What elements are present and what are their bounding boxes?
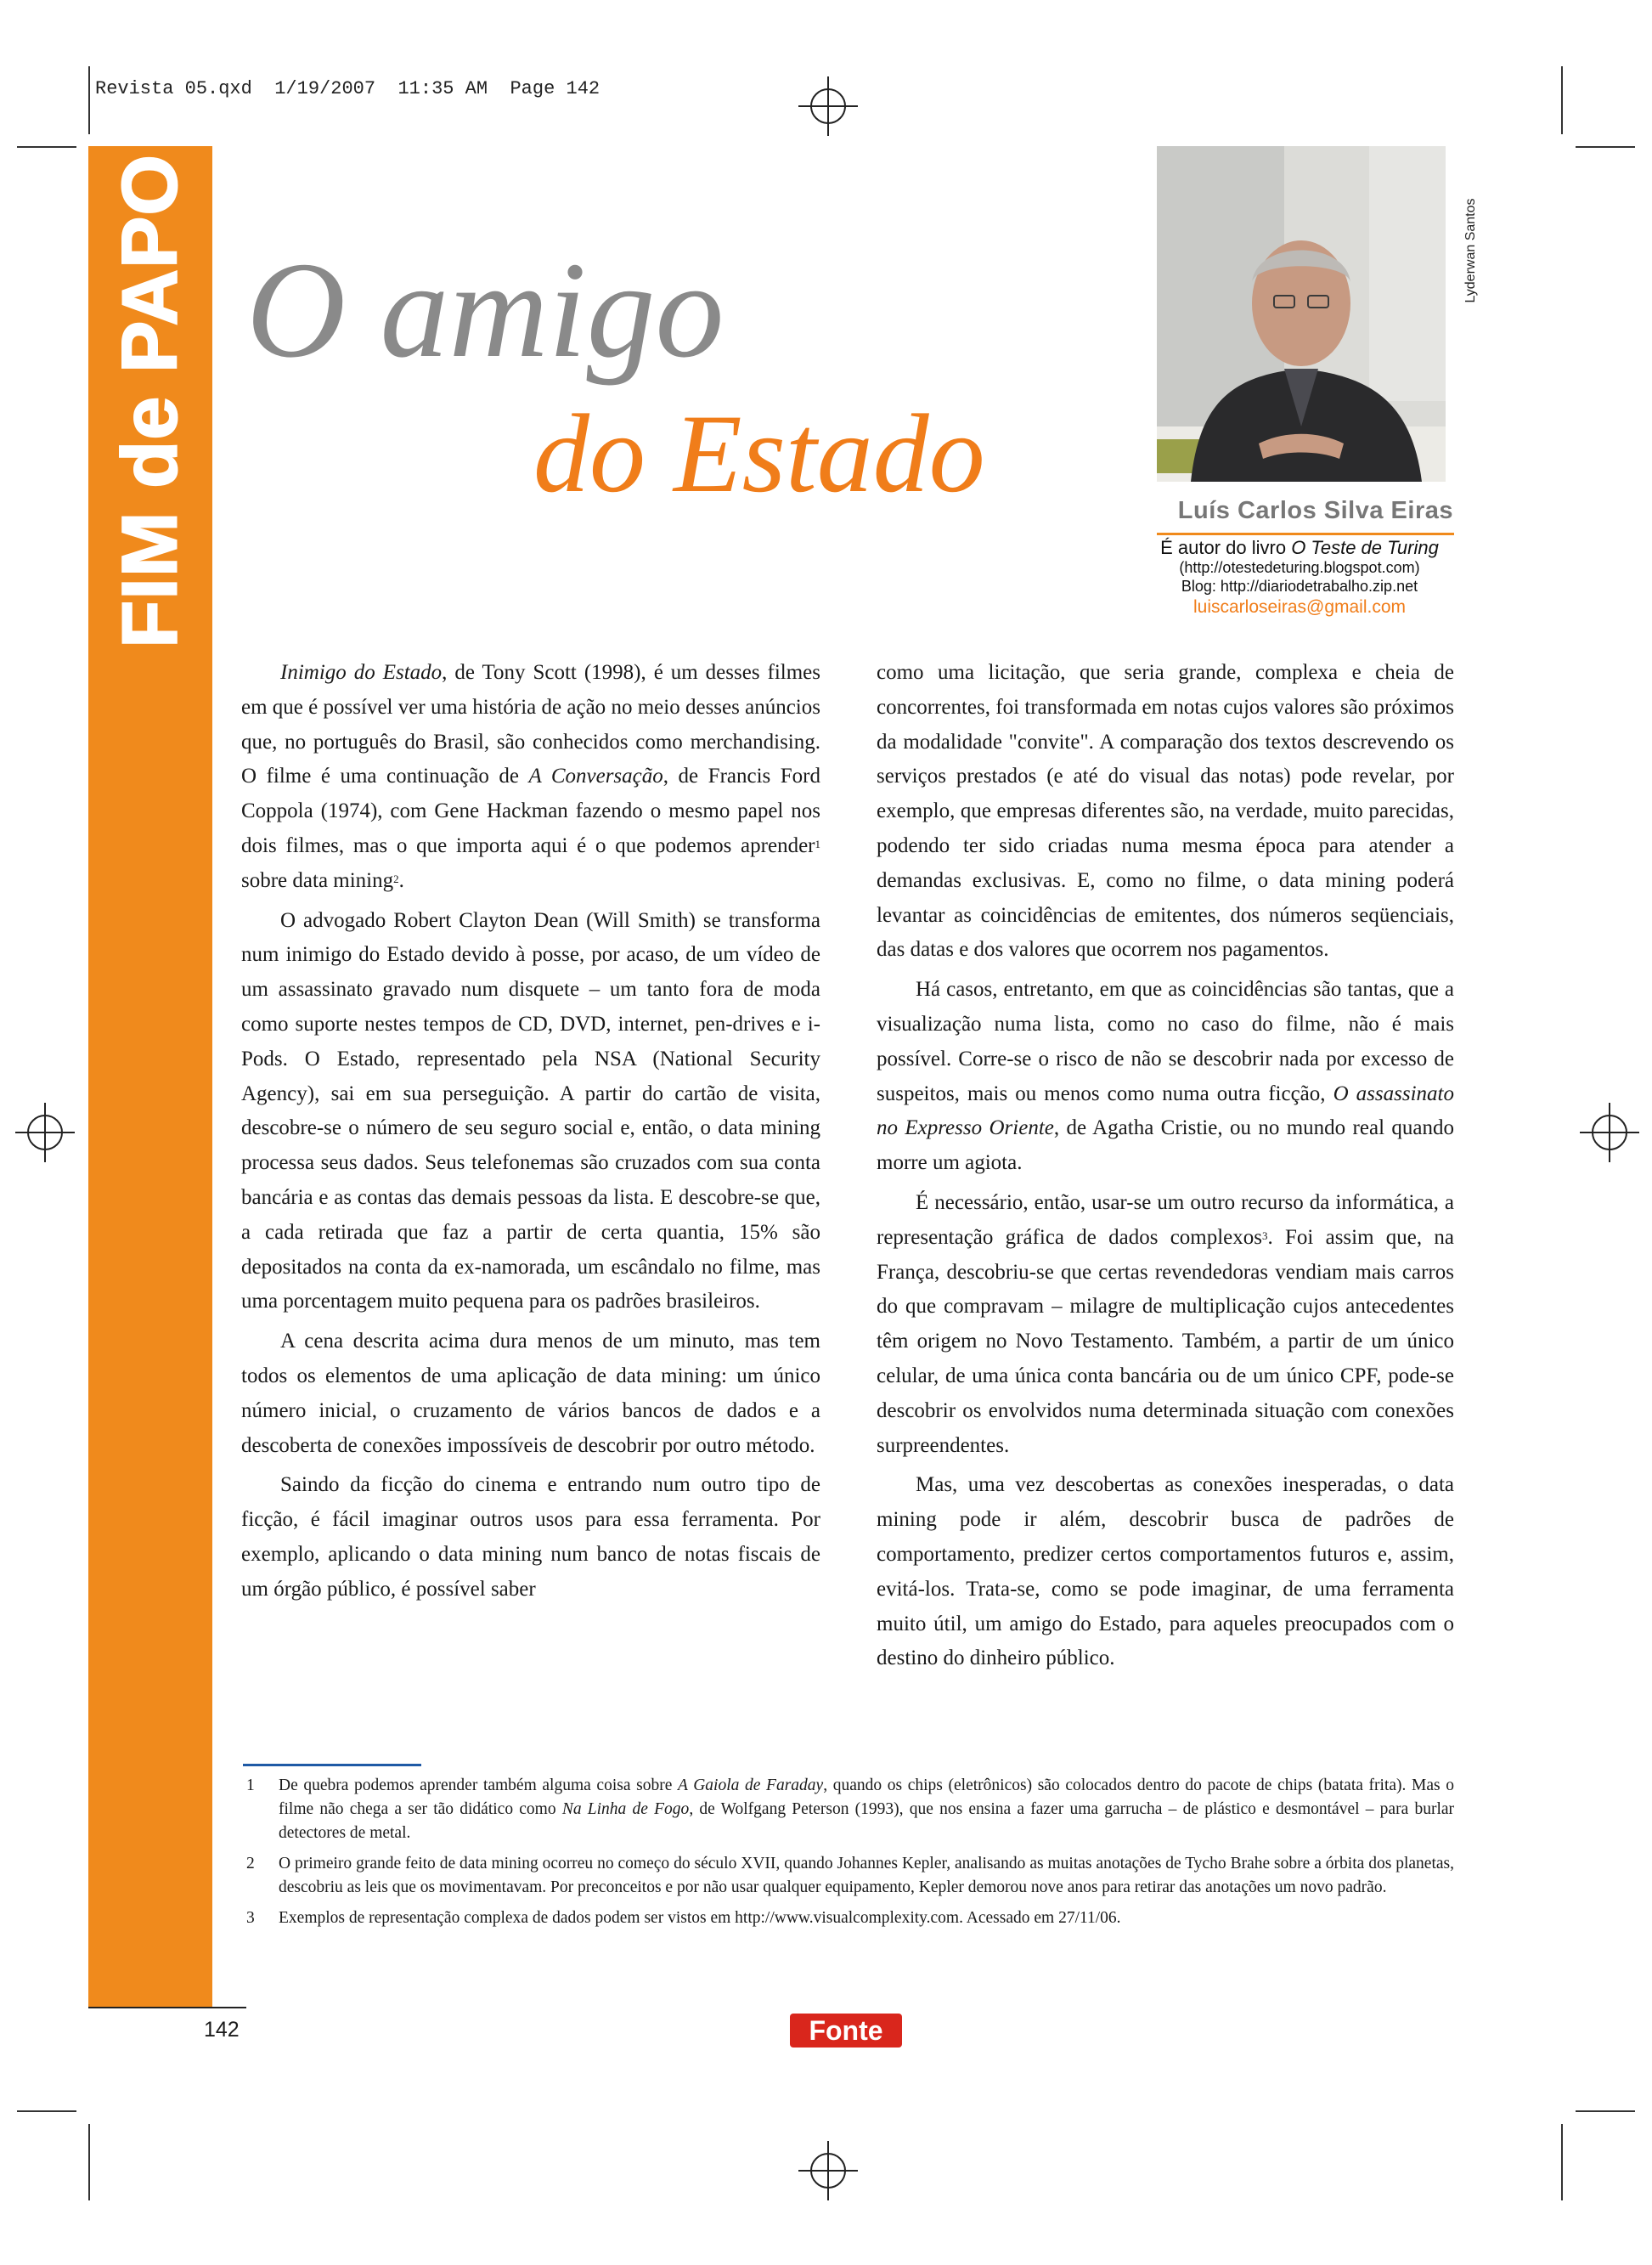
photo-credit-text: Lyderwan Santos — [1463, 198, 1478, 303]
footnote-text: , quando os chips (eletrônicos) são colocados dentro do pacote de chips (batata frita). Mas o filme não chega a ser tão didático como — [279, 1776, 1454, 1818]
crop-mark — [1576, 2110, 1635, 2112]
footnote-text: , de Wolfgang Peterson (1993), que nos ensina a fazer uma garrucha – de plástico e desmontável – para burlar detectores de metal. — [279, 1800, 1455, 1842]
section-label — [88, 146, 212, 656]
crop-mark — [1561, 2124, 1563, 2200]
registration-mark-icon — [1580, 1103, 1639, 1162]
paragraph-text: , de Francis Ford Coppola (1974), com Gene Hackman fazendo o mesmo papel nos dois filmes, mas o que importa aqui é o que podemos aprender — [241, 765, 821, 857]
paragraph: Saindo da ficção do cinema e entrando num outro tipo de ficção, é fácil imaginar outros usos para essa ferramenta. Por exemplo, aplicando o data mining num banco de notas fiscais de um órgão público, é possível saber — [241, 1473, 820, 1601]
author-name: Luís Carlos Silva Eiras — [1177, 497, 1453, 524]
footnote-number: 3 — [246, 1909, 255, 1927]
footnote-title: A Gaiola de Faraday — [678, 1776, 824, 1794]
registration-mark-icon — [798, 76, 858, 136]
paragraph: como uma licitação, que seria grande, complexa e cheia de concorrentes, foi transformada em notas cujos valores são próximos da modalidade "convite". A comparação dos textos descrevendo os serviços prestados (e até do visual das notas) pode revelar, por exemplo, que empresas diferentes são, na verdade, muito parecidas, podendo ter sido criadas numa mesma época para atender a demandas exclusivas. E, como no filme, o data mining poderá levantar as coincidências de emitentes, dos números seqüenciais, das datas e dos valores que ocorrem nos pagamentos. — [877, 661, 1454, 962]
author-photo-illustration — [1157, 146, 1446, 482]
author-book-title: O Teste de Turing — [1291, 537, 1439, 558]
paragraph — [877, 973, 1454, 1181]
page-number: 142 — [204, 2018, 240, 2042]
paragraph-text: É necessário, então, usar-se um outro recurso da informática, a representação gráfica de dados complexos — [877, 1190, 1454, 1249]
footnote-ref[interactable]: 1 — [815, 837, 820, 850]
footnote-number: 2 — [246, 1855, 255, 1872]
footnote-ref[interactable]: 3 — [1262, 1229, 1268, 1242]
registration-mark-icon — [798, 2141, 858, 2200]
footnote — [243, 1906, 1454, 1930]
footnotes — [243, 1774, 1454, 1937]
crop-mark — [1576, 146, 1635, 148]
footnote-text: O primeiro grande feito de data mining ocorreu no começo do século XVII, quando Johannes Kepler, analisando as muitas anotações de Tycho Brahe sobre a órbita dos planetas, descobriu as leis que os movimentavam. Por preconceitos e por não usar qualquer equipamento, Kepler demorou nove anos para retirar das anotações um novo padrão. — [279, 1855, 1454, 1896]
footnote — [243, 1852, 1454, 1900]
paragraph — [241, 656, 820, 899]
footnote-ref[interactable]: 2 — [393, 872, 399, 885]
film-title: Inimigo do Estado — [280, 661, 443, 684]
footnote-text: De quebra podemos aprender também alguma coisa sobre — [279, 1776, 678, 1794]
film-title: A Conversação — [528, 765, 663, 788]
crop-mark — [17, 146, 76, 148]
crop-mark — [88, 66, 90, 134]
paragraph-text: , de Tony Scott (1998), é um desses filmes em que é possível ver uma história de ação no meio desses anúncios que, no português do Brasil, são conhecidos como merchandising. O filme é uma continuação de — [241, 661, 821, 788]
author-photo — [1157, 146, 1446, 482]
paragraph — [877, 1186, 1454, 1463]
author-email[interactable]: luiscarloseiras@gmail.com — [1192, 596, 1407, 617]
book-title: O assassinato no Expresso Oriente — [877, 1082, 1454, 1140]
registration-mark-icon — [15, 1103, 75, 1162]
crop-mark — [1561, 66, 1563, 134]
paragraph: O advogado Robert Clayton Dean (Will Smith) se transforma num inimigo do Estado devido à posse, por acaso, de um vídeo de um assassinato gravado num disquete – um tanto fora de moda como suporte nestes tempos de CD, DVD, internet, pen-drives e i-Pods. O Estado, representado pela NSA (National Security Agency), sai em sua perseguição. A partir do cartão de visita, descobre-se o número de seu seguro social e, então, o data mining processa seus dados. Seus telefonemas são cruzados com sua conta bancária e as contas das demais pessoas da lista. E descobre-se que, a cada retirada que faz a partir de certa quantia, 15% são depositados na conta da ex-namorada, um escândalo no filme, mas uma porcentagem muito pequena para os padrões brasileiros. — [241, 908, 820, 1313]
crop-mark — [17, 2110, 76, 2112]
author-blog: Blog: http://diariodetrabalho.zip.net — [1181, 577, 1418, 595]
paragraph-text: . Foi assim que, na França, descobriu-se que certas revendedoras vendiam mais carros do que compravam – milagre de multiplicação cujos antecedentes têm origem no Novo Testamento. Também, a partir de um único celular, de uma única conta bancária ou de um único CPF, pode-se descobrir os envolvidos numa determinada situação com conexões surpreendentes. — [877, 1225, 1454, 1457]
paragraph: A cena descrita acima dura menos de um minuto, mas tem todos os elementos de uma aplicação de data mining: um único número inicial, o cruzamento de vários bancos de dados e a descoberta de conexões impossíveis de descobrir por outro método. — [241, 1330, 820, 1457]
article-column-2 — [877, 656, 1454, 1681]
article-title-line2: do Estado — [533, 391, 985, 516]
article-title-line1: O amigo — [246, 234, 725, 387]
author-divider — [1157, 533, 1454, 535]
footnote-divider — [243, 1764, 421, 1766]
printer-slug: Revista 05.qxd 1/19/2007 11:35 AM Page 142 — [95, 78, 600, 99]
author-bio — [1138, 537, 1461, 559]
paragraph-text: . — [398, 868, 404, 892]
photo-credit — [1454, 187, 1488, 314]
paragraph-text: , de Agatha Cristie, ou no mundo real quando morre um agiota. — [877, 1116, 1454, 1175]
page-number-rule — [88, 2007, 246, 2008]
author-site: (http://otestedeturing.blogspot.com) — [1179, 559, 1420, 577]
fonte-logo: Fonte — [790, 2014, 902, 2048]
section-label-text: FIM de PAPO — [106, 154, 194, 648]
paragraph: Mas, uma vez descobertas as conexões inesperadas, o data mining pode ir além, descobrir busca de padrões de comportamento, predizer certos comportamentos futuros e, assim, evitá-los. Trata-se, como se pode imaginar, de uma ferramenta muito útil, um amigo do Estado, para aqueles preocupados com o destino do dinheiro público. — [877, 1473, 1454, 1670]
paragraph-text: Há casos, entretanto, em que as coincidências são tantas, que a visualização numa lista, como no caso do filme, não é mais possível. Corre-se o risco de não se descobrir nada por excesso de suspeitos, mais ou menos como numa outra ficção, — [877, 978, 1454, 1105]
author-bio-text: É autor do livro — [1160, 537, 1292, 558]
footnote — [243, 1774, 1454, 1845]
footnote-title: Na Linha de Fogo — [561, 1800, 690, 1818]
footnote-text: Exemplos de representação complexa de dados podem ser vistos em http://www.visualcomplexity.com. Acessado em 27/11/06. — [279, 1909, 1121, 1927]
footnote-number: 1 — [246, 1776, 255, 1794]
author-info — [1138, 537, 1461, 618]
crop-mark — [88, 2124, 90, 2200]
article-column-1 — [241, 656, 820, 1613]
paragraph-text: sobre data mining — [241, 868, 394, 892]
